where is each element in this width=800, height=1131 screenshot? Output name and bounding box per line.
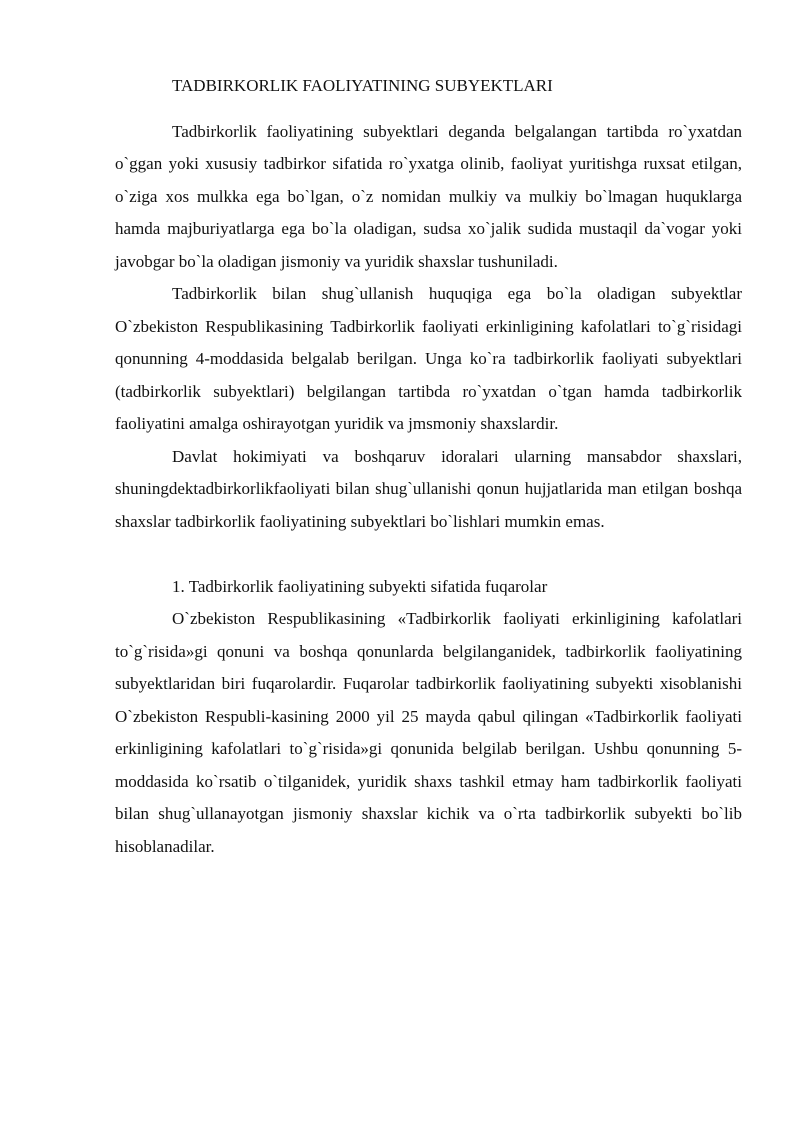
section-heading: 1. Tadbirkorlik faoliyatining subyekti sifatida fuqarolar bbox=[172, 576, 548, 596]
paragraph-definition: Tadbirkorlik faoliyatining subyektlari deganda belgalangan tartibda ro`yxatdan o`ggan yoki xususiy tadbirkor sifatida ro`yxatga olinib, faoliyat yuritishga ruxsat etilgan, o`ziga xos mulkka ega bo`lgan, o`z nomidan mulkiy va mulkiy bo`lmagan huquklarga hamda majburiyatlarga ega bo`la oladigan, sudsa xo`jalik sudida mustaqil da`vogar yoki javobgar bo`la oladigan jismoniy va yuridik shaxslar tushuniladi. bbox=[115, 121, 742, 271]
paragraph-subjects: Tadbirkorlik bilan shug`ullanish huquqiga ega bo`la oladigan subyektlar O`zbekiston Respublikasining Tadbirkorlik faoliyati erkinligining kafolatlari to`g`risidagi qonunning 4-moddasida belgalab berilgan. Unga ko`ra tadbirkorlik faoliyati subyektlari (tadbirkorlik subyektlari) belgilangan tartibda ro`yxatdan o`tgan hamda tadbirkorlik faoliyatini amalga oshirayotgan yuridik va jmsmoniy shaxslardir. bbox=[115, 284, 742, 433]
document-title: TADBIRKORLIK FAOLIYATINING SUBYEKTLARI bbox=[172, 76, 553, 95]
paragraph-restrictions: Davlat hokimiyati va boshqaruv idoralari ularning mansabdor shaxslari, shuningdektadbirkorlikfaoliyati bilan shug`ullanishi qonun hujjatlarida man etilgan boshqa shaxslar tadbirkorlik faoliyatining subyektlari bo`lishlari mumkin emas. bbox=[115, 446, 742, 531]
paragraph-spacer bbox=[115, 538, 742, 571]
paragraph-citizens: O`zbekiston Respublikasining «Tadbirkorlik faoliyati erkinligining kafolatlari to`g`risida»gi qonuni va boshqa qonunlarda belgilanganidek, tadbirkorlik faoliyatining subyektlaridan biri fuqarolardir. Fuqarolar tadbirkorlik faoliyatining subyekti xisoblanishi O`zbekiston Respubli-kasining 2000 yil 25 mayda qabul qilingan «Tadbirkorlik faoliyati erkinligining kafolatlari to`g`risida»gi qonunida belgilab berilgan. Ushbu qonunning 5-moddasida ko`rsatib o`tilganidek, yuridik shaxs tashkil etmay ham tadbirkorlik faoliyati bilan shug`ullanayotgan jismoniy shaxslar kichik va o`rta tadbirkorlik subyekti bo`lib hisoblanadilar. bbox=[115, 609, 742, 856]
document-page bbox=[115, 70, 742, 863]
